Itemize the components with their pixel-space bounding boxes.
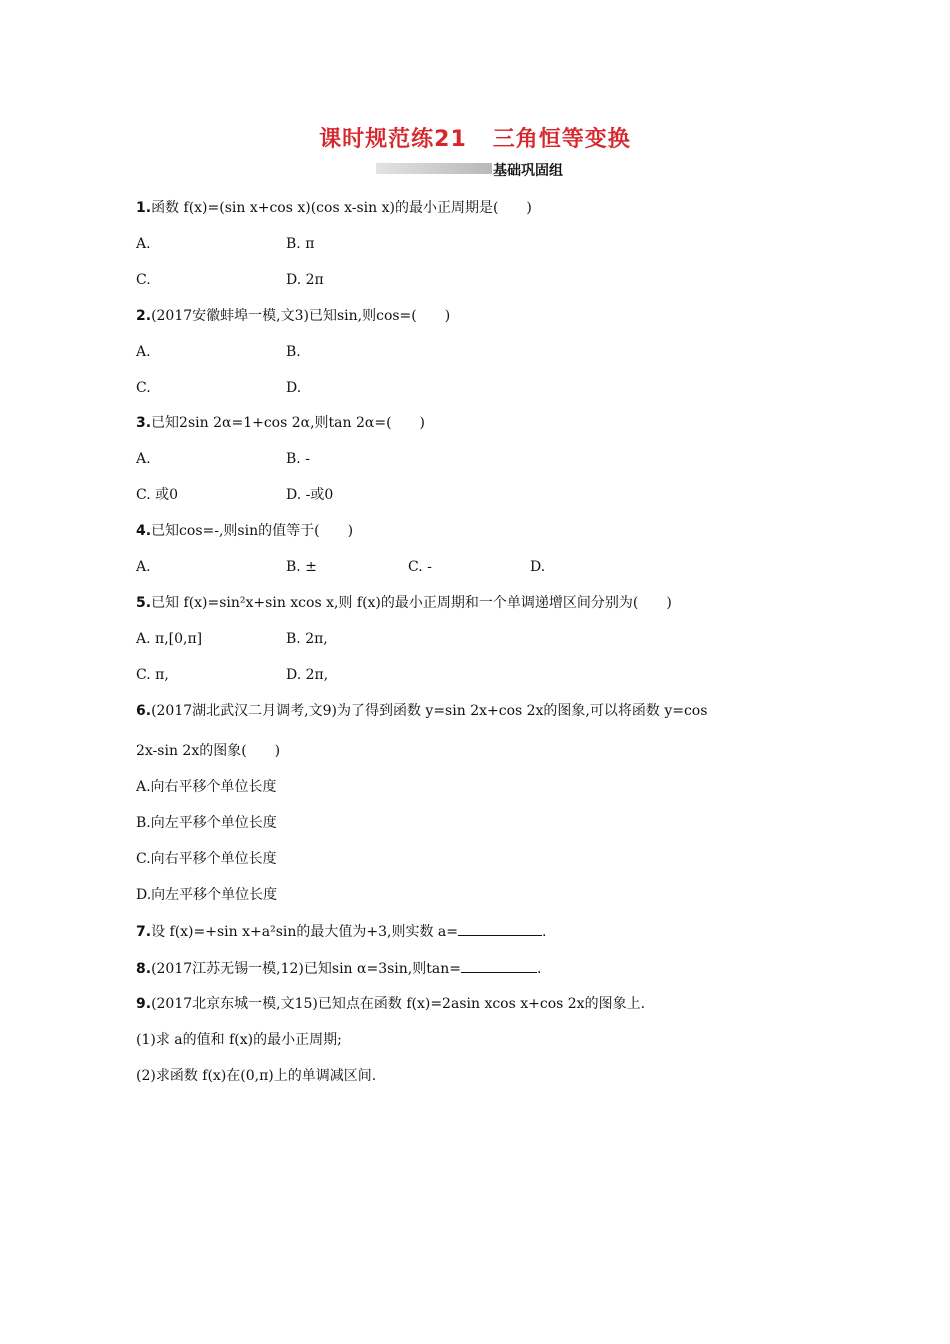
question-number: 2.: [136, 308, 152, 324]
q4-option-d: D.: [530, 559, 546, 575]
question-number: 4.: [136, 523, 152, 539]
question-number: 7.: [136, 924, 152, 940]
section-label: 基础巩固组: [493, 163, 563, 179]
q6-option-c: C.向右平移个单位长度: [136, 851, 277, 867]
question-end: .: [536, 961, 542, 977]
q3-option-b: B. -: [286, 451, 310, 467]
question-1: [136, 198, 532, 218]
question-8: [136, 958, 541, 979]
question-number: 3.: [136, 415, 152, 431]
answer-blank[interactable]: [458, 921, 542, 936]
question-text: 已知2sin 2α=1+cos 2α,则tan 2α=( ): [151, 415, 425, 431]
q4-option-a: A.: [136, 559, 151, 575]
q5-option-a: A. π,[0,π]: [136, 631, 203, 647]
title-sub: 三角恒等变换: [492, 127, 631, 152]
title-main: 课时规范练21: [319, 127, 467, 152]
q9-part-2: (2)求函数 f(x)在(0,π)上的单调减区间.: [136, 1068, 377, 1084]
q4-option-c: C. -: [408, 559, 432, 575]
question-text: (2017北京东城一模,文15)已知点在函数 f(x)=2asin xcos x+cos 2x的图象上.: [151, 996, 646, 1012]
q5-option-b: B. 2π,: [286, 631, 328, 647]
q2-option-d: D.: [286, 380, 302, 396]
question-number: 9.: [136, 996, 152, 1012]
question-end: .: [541, 924, 547, 940]
q4-option-b: B. ±: [286, 559, 317, 575]
q1-option-a: A.: [136, 236, 151, 252]
q2-option-b: B.: [286, 344, 301, 360]
q1-option-d: D. 2π: [286, 272, 324, 288]
question-text: (2017安徽蚌埠一模,文3)已知sin,则cos=( ): [151, 308, 451, 324]
q6-option-a: A.向右平移个单位长度: [136, 779, 277, 795]
question-text: 设 f(x)=+sin x+a²sin的最大值为+3,则实数 a=: [151, 924, 458, 940]
question-5: [136, 593, 672, 613]
q3-option-c: C. 或0: [136, 487, 179, 503]
q5-option-d: D. 2π,: [286, 667, 329, 683]
question-text: 已知 f(x)=sin²x+sin xcos x,则 f(x)的最小正周期和一个单调递增区间分别为( ): [151, 595, 672, 611]
question-number: 6.: [136, 703, 152, 719]
question-text: 已知cos=-,则sin的值等于( ): [151, 523, 354, 539]
q5-option-c: C. π,: [136, 667, 169, 683]
q1-option-b: B. π: [286, 236, 315, 252]
q3-option-d: D. -或0: [286, 487, 334, 503]
question-3: [136, 413, 425, 433]
page-title: [0, 122, 950, 153]
question-text: 函数 f(x)=(sin x+cos x)(cos x-sin x)的最小正周期是( ): [151, 200, 532, 216]
section-bar: [376, 163, 492, 174]
q3-option-a: A.: [136, 451, 151, 467]
question-number: 1.: [136, 200, 152, 216]
question-number: 5.: [136, 595, 152, 611]
question-number: 8.: [136, 961, 152, 977]
q6-option-d: D.向左平移个单位长度: [136, 887, 278, 903]
question-text: (2017江苏无锡一模,12)已知sin α=3sin,则tan=: [151, 961, 461, 977]
question-4: [136, 521, 353, 541]
question-2: [136, 306, 450, 326]
q1-option-c: C.: [136, 272, 151, 288]
question-text: (2017湖北武汉二月调考,文9)为了得到函数 y=sin 2x+cos 2x的图象,可以将函数 y=cos: [151, 703, 708, 719]
question-6: [136, 701, 707, 721]
question-7: [136, 921, 546, 942]
q2-option-c: C.: [136, 380, 151, 396]
q9-part-1: (1)求 a的值和 f(x)的最小正周期;: [136, 1032, 342, 1048]
answer-blank[interactable]: [461, 958, 537, 973]
q2-option-a: A.: [136, 344, 151, 360]
question-6-continued: 2x-sin 2x的图象( ): [136, 743, 281, 759]
question-9: [136, 994, 645, 1014]
q6-option-b: B.向左平移个单位长度: [136, 815, 277, 831]
